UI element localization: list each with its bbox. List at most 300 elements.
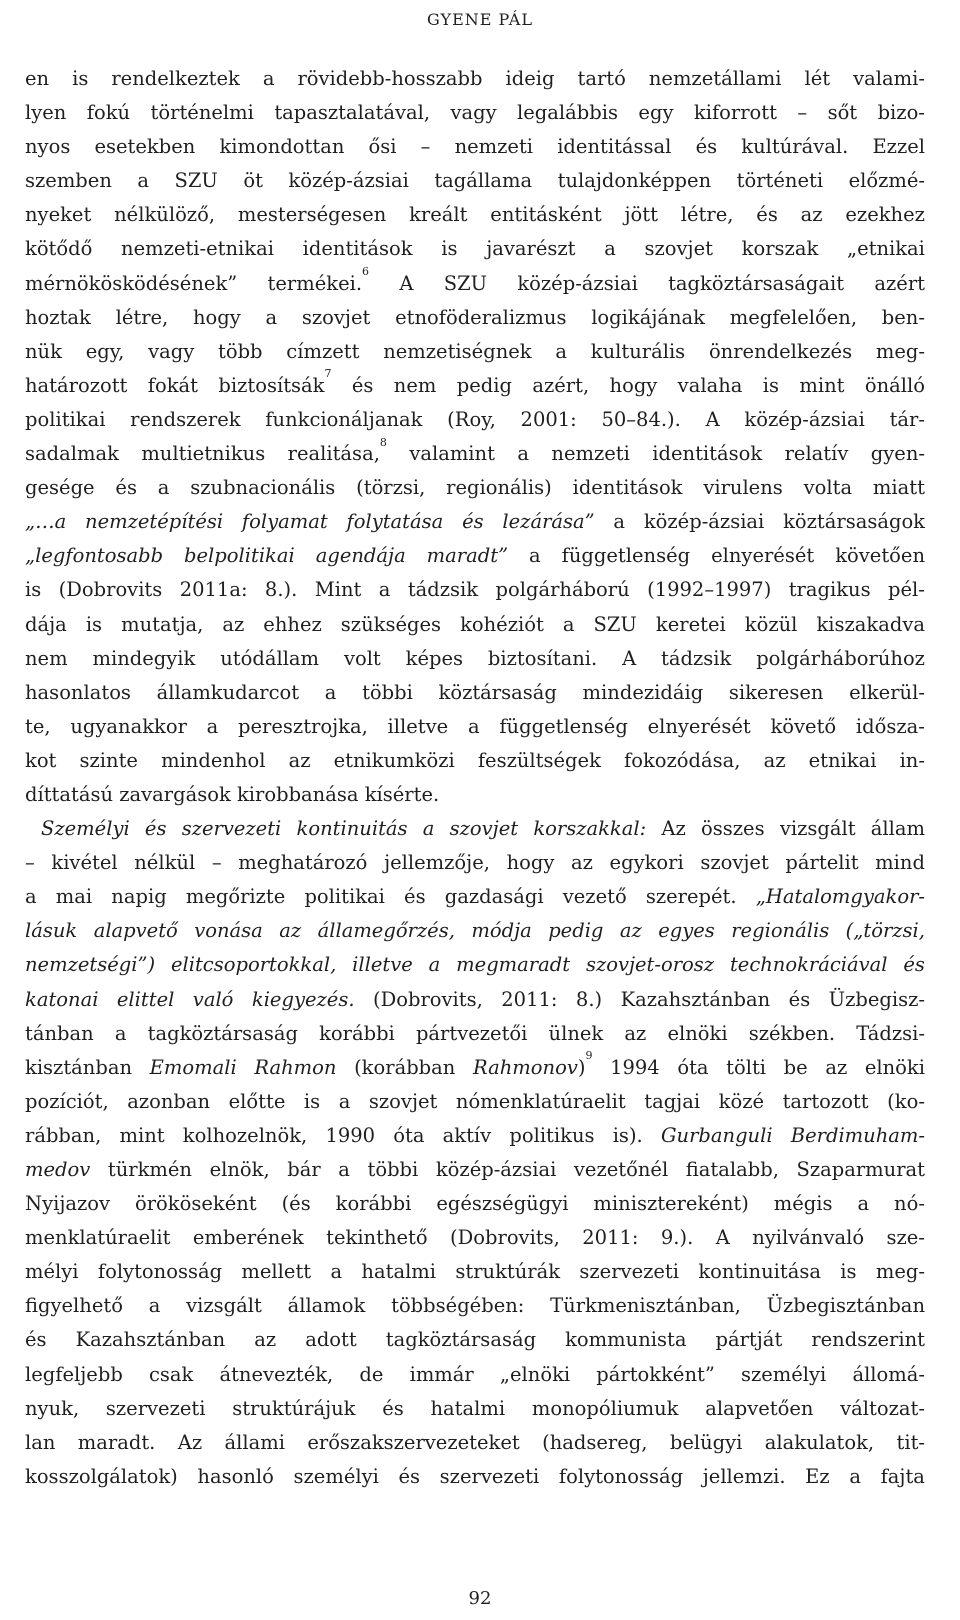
word: és (382, 1396, 404, 1420)
word: azonban (127, 1089, 211, 1113)
text-line (25, 198, 925, 232)
footnote-ref-8[interactable]: 8 (379, 435, 387, 449)
word: virulens (703, 476, 783, 500)
word: államegőrzés, (317, 919, 455, 943)
text-line (25, 62, 925, 96)
word: kreált (409, 203, 468, 227)
word: rendszerek (130, 407, 241, 431)
word: figyelhető (25, 1294, 123, 1318)
text-line (25, 573, 925, 607)
word: tapasztalatával, (274, 101, 431, 125)
word: kivétel (51, 851, 118, 875)
text-line (25, 1426, 925, 1460)
word: ehhez (263, 612, 322, 636)
text-segment (25, 1051, 925, 1085)
word: gesége (25, 476, 95, 500)
text-fragment: és nem pedig azért, hogy valaha is mint önálló (331, 373, 926, 397)
text-line (25, 1187, 925, 1221)
text-line (25, 267, 925, 301)
text-segment (25, 505, 925, 539)
word: A (715, 1226, 730, 1250)
word: egyes (658, 919, 715, 943)
word: Nyijazov (25, 1192, 111, 1216)
word: lásuk (25, 919, 78, 943)
word: (hadsereg, (542, 1430, 648, 1454)
italic-heading: Személyi és szervezeti kontinuitás a szovjet korszakkal: (41, 817, 647, 841)
text-fragment: (Dobrovits, 2011: 8.) Kazahsztánban és Üzbegisz- (354, 987, 925, 1011)
text-line (25, 1017, 925, 1051)
word: SZU (593, 612, 637, 636)
word: rendszerint (811, 1328, 925, 1352)
word: szervezeti (105, 1396, 206, 1420)
text-segment (25, 267, 925, 301)
word: hatalmi (361, 1260, 437, 1284)
word: maradt. (77, 1430, 156, 1454)
word: tekinthető (326, 1226, 428, 1250)
word: kot (25, 748, 57, 772)
word: szovjet-orosz (585, 953, 715, 977)
italic-quote: „Hatalomgyakor- (736, 885, 926, 909)
word: az (571, 851, 593, 875)
text-fragment: mérnökösködésének” termékei. (25, 271, 363, 295)
text-line (25, 948, 925, 982)
word: erőszakszervezeteket (307, 1430, 520, 1454)
word: nük (25, 339, 62, 363)
word: 2011: (582, 1226, 639, 1250)
word: (1992–1997) (647, 578, 772, 602)
text-fragment: türkmén elnök, bár a többi közép-ázsiai vezetőnél fiatalabb, Szaparmurat (90, 1158, 925, 1181)
body-text (25, 62, 925, 1494)
word: államok (287, 1294, 366, 1318)
text-fragment: kisztánban (25, 1055, 133, 1079)
text-fragment: valamint a nemzeti identitások relatív gyen- (386, 442, 925, 466)
word: tár- (889, 407, 925, 431)
text-line (25, 880, 925, 914)
text-fragment: 1994 óta tölti be az elnöki (592, 1055, 925, 1079)
text-line (25, 1051, 925, 1085)
word: jött (624, 203, 658, 227)
text-line (25, 403, 925, 437)
word: lét (804, 67, 831, 90)
word: vizsgált (186, 1294, 262, 1318)
word: – (25, 851, 35, 875)
word: miatt (872, 476, 925, 500)
word: szovjet (368, 1089, 438, 1113)
word: és (115, 476, 137, 500)
word: fokozódása, (624, 748, 741, 772)
word: köztársaság (438, 680, 557, 704)
text-fragment: (korábban (336, 1055, 473, 1079)
word: székben. (748, 1021, 836, 1045)
word: javarészt (486, 237, 576, 261)
word: SZU (174, 169, 218, 193)
word: utódállam (220, 646, 320, 670)
text-line (25, 164, 925, 198)
word: az (279, 919, 302, 943)
word: tagállama (434, 169, 533, 193)
word: öt (243, 169, 263, 193)
word: illetve (387, 714, 449, 738)
word: nemzetiségnek (383, 339, 532, 363)
word: kohéziót (460, 612, 544, 636)
word: peresztrojka, (238, 714, 368, 738)
footnote-ref-6[interactable]: 6 (362, 265, 370, 279)
word: Az (177, 1430, 203, 1454)
word: elkerül- (849, 680, 925, 704)
word: – (420, 135, 431, 159)
word: nemzeti (454, 135, 534, 159)
word: – (211, 851, 222, 875)
word: a (157, 476, 170, 500)
word: adott (305, 1328, 357, 1352)
text-segment (25, 983, 925, 1017)
word: alakulatok, (764, 1430, 875, 1454)
text-line (25, 539, 925, 573)
word: folytonosság (97, 1260, 223, 1284)
word: (ko- (887, 1089, 925, 1113)
word: örököseként (134, 1192, 257, 1216)
text-line (25, 710, 925, 744)
word: en (25, 67, 50, 90)
word: a (555, 339, 567, 363)
word: közép-ázsiai (288, 169, 409, 193)
word: szovjet (700, 851, 769, 875)
text-fragment: rábban, mint kolhozelnök, 1990 óta aktív politikus is). (25, 1123, 643, 1147)
word: (Dobrovits, (450, 1226, 560, 1250)
word: címzett (286, 339, 360, 363)
word: (Dobrovits (58, 578, 163, 602)
word: pártvezetői (415, 1021, 528, 1045)
word: 2011a: (179, 578, 248, 602)
word: biztosítani. (487, 646, 598, 670)
running-head: GYENE PÁL (427, 10, 533, 29)
text-segment (25, 1153, 925, 1187)
word: nélkülöző, (114, 203, 216, 227)
text-segment (25, 369, 925, 403)
word: nyos (25, 135, 71, 159)
word: a (265, 305, 278, 329)
word: „elnöki (499, 1362, 571, 1386)
word: nélkül (134, 851, 196, 875)
word: pártokként” (596, 1362, 715, 1386)
word: módja (471, 919, 532, 943)
word: mellett (241, 1260, 312, 1284)
word: szervezeti (579, 1260, 679, 1284)
word: létre, (680, 203, 734, 227)
text-segment (25, 539, 925, 573)
word: rendelkeztek (111, 67, 240, 90)
word: menklatúraelit (25, 1226, 171, 1250)
word: is (85, 612, 103, 636)
word: hasonlatos (25, 680, 131, 704)
word: tagköztársaság (147, 1021, 298, 1045)
word: is (72, 67, 89, 90)
word: állomá- (852, 1362, 925, 1386)
word: hasonló (197, 1464, 274, 1488)
word: 50–84.). (601, 407, 681, 431)
word: az (619, 919, 642, 943)
word: ősi (368, 135, 397, 159)
word: a (467, 714, 480, 738)
text-line (25, 471, 925, 505)
word: tádzsik (407, 578, 479, 602)
word: a (114, 1021, 127, 1045)
word: szemben (25, 169, 112, 193)
word: alapvető (93, 919, 178, 943)
text-line (25, 1153, 925, 1187)
word: bizo- (877, 101, 925, 125)
text-line (25, 983, 925, 1017)
word: sze- (886, 1226, 925, 1250)
word: mégis (773, 1192, 833, 1216)
word: nyeket (25, 203, 92, 227)
text-line (25, 96, 925, 130)
word: ben- (881, 305, 925, 329)
word: nó- (894, 1192, 925, 1216)
word: – (797, 101, 808, 125)
italic-name: Gurbanguli Berdimuham- (642, 1123, 925, 1147)
word: „etnikai (846, 237, 925, 261)
word: nem (25, 646, 68, 670)
word: hatalmi (430, 1396, 506, 1420)
word: szervezeti (439, 1464, 540, 1488)
word: meg- (875, 339, 925, 363)
word: tulajdonképpen (557, 169, 712, 193)
word: jellemzi. (702, 1464, 786, 1488)
word: kosszolgálatok) (25, 1464, 178, 1488)
word: megmaradt (456, 953, 571, 977)
italic-name: Emomali Rahmon (132, 1055, 337, 1079)
word: korábbi (319, 1021, 395, 1045)
word: (Roy, (447, 407, 496, 431)
text-line (25, 1255, 925, 1289)
word: 2001: (520, 407, 577, 431)
word: 8.). (264, 578, 298, 602)
word: többségében: (391, 1294, 525, 1318)
word: in- (899, 748, 925, 772)
word: kontinuitása (698, 1260, 821, 1284)
text-line (25, 1289, 925, 1323)
word: regionális) (446, 476, 552, 500)
word: önrendelkezés (708, 339, 853, 363)
text-line (25, 1085, 925, 1119)
word: fokú (86, 101, 131, 125)
text-line (25, 437, 925, 471)
word: kulturális (590, 339, 686, 363)
word: minisztereként) (593, 1192, 749, 1216)
italic-name: medov (25, 1158, 91, 1181)
word: funkcionáljanak (265, 407, 423, 431)
text-line (25, 642, 925, 676)
word: nemzetállami (648, 67, 782, 90)
word: is (441, 237, 458, 261)
word: ideig (505, 67, 555, 90)
word: etnikai (808, 748, 877, 772)
word: személyi (293, 1464, 379, 1488)
word: pártelit (785, 851, 859, 875)
text-line (25, 744, 925, 778)
word: mindezidáig (582, 680, 704, 704)
word: kultúrával. (741, 135, 849, 159)
word: pozíciót, (25, 1089, 109, 1113)
word: képes (405, 646, 464, 670)
word: identitással (557, 135, 672, 159)
word: többi (362, 680, 413, 704)
word: kommunista (565, 1328, 687, 1352)
word: illetve (352, 953, 413, 977)
text-line (25, 130, 925, 164)
word: a (428, 953, 441, 977)
word: polgárháború (495, 578, 630, 602)
word: te, (25, 714, 51, 738)
word: sikeresen (728, 680, 824, 704)
word: pél- (888, 578, 925, 602)
word: és (695, 135, 718, 159)
word: szinte (79, 748, 138, 772)
text-segment (41, 812, 925, 846)
text-fragment: sadalmak multietnikus realitása, (25, 442, 380, 466)
footnote-ref-9[interactable]: 9 (585, 1049, 593, 1063)
word: és (903, 953, 925, 977)
word: csak (148, 1362, 194, 1386)
word: (és (281, 1192, 311, 1216)
word: volta (803, 476, 853, 500)
italic-quote: katonai elittel való kiegyezés. (25, 987, 355, 1011)
word: legalábbis (517, 101, 618, 125)
word: kiszakadva (816, 612, 925, 636)
word: 9.). (660, 1226, 694, 1250)
word: ezekhez (845, 203, 925, 227)
word: a (562, 612, 575, 636)
word: vagy (148, 339, 195, 363)
word: mélyi (25, 1260, 79, 1284)
word: előzmé- (848, 169, 925, 193)
word: struktúrájuk (232, 1396, 356, 1420)
text-line (25, 608, 925, 642)
word: az (624, 1021, 647, 1045)
word: identitások (302, 237, 413, 261)
word: korábbi (335, 1192, 412, 1216)
word: idősza- (855, 714, 925, 738)
word: entitásként (490, 203, 602, 227)
word: valami- (853, 67, 925, 90)
word: tit- (896, 1430, 925, 1454)
word: nyilvánvaló (752, 1226, 865, 1250)
word: mind (875, 851, 925, 875)
word: történelmi (150, 101, 254, 125)
word: közé (718, 1089, 765, 1113)
word: meg- (875, 1260, 925, 1284)
word: egészségügyi (436, 1192, 569, 1216)
word: („törzsi, (845, 919, 925, 943)
word: egy (638, 101, 674, 125)
word: alapvetően (705, 1396, 814, 1420)
word: elnyerését (647, 714, 751, 738)
word: előtte (228, 1089, 286, 1113)
word: de (359, 1362, 384, 1386)
text-line (25, 914, 925, 948)
word: tartó (577, 67, 626, 90)
word: esetekben (94, 135, 196, 159)
word: folytonosság (558, 1464, 684, 1488)
word: is (840, 1260, 857, 1284)
word: politikai (25, 407, 106, 431)
footnote-ref-7[interactable]: 7 (324, 367, 332, 381)
word: mindegyik (92, 646, 196, 670)
word: a (338, 1089, 351, 1113)
text-fragment: a közép-ázsiai köztársaságok (594, 510, 926, 534)
word: nemzetségi”) (25, 953, 156, 977)
word: a (849, 1464, 861, 1488)
word: technokráciával (729, 953, 888, 977)
word: ülnek (548, 1021, 604, 1045)
text-line (25, 1460, 925, 1494)
word: a (137, 169, 150, 193)
word: létre, (115, 305, 169, 329)
text-line (25, 1358, 925, 1392)
text-segment (25, 437, 925, 471)
text-line (25, 232, 925, 266)
word: az (763, 748, 786, 772)
word: a (262, 67, 275, 90)
word: lyen (25, 101, 67, 125)
word: az (288, 748, 311, 772)
word: etnoföderalizmus (395, 305, 567, 329)
word: változat- (840, 1396, 925, 1420)
text-fragment: A SZU közép-ázsiai tagköztársaságait azért (369, 271, 925, 295)
word: a (857, 1192, 870, 1216)
word: az (800, 203, 823, 227)
word: mindenhol (161, 748, 266, 772)
word: hogy (506, 851, 555, 875)
word: nómenklatúraelit (455, 1089, 626, 1113)
word: kiforrott (693, 101, 777, 125)
word: tádzsik (661, 646, 732, 670)
word: hoztak (25, 305, 91, 329)
text-fragment: ) (577, 1055, 586, 1079)
word: a (324, 680, 337, 704)
word: Ezzel (872, 135, 925, 159)
text-line (25, 301, 925, 335)
word: szubnacionális (190, 476, 336, 500)
text-fragment: a függetlenség elnyerését követően (508, 544, 925, 568)
word: és (398, 1464, 421, 1488)
word: tánban (25, 1021, 94, 1045)
word: kimondottan (219, 135, 345, 159)
word: nemzeti-etnikai (121, 237, 274, 261)
word: személyi (740, 1362, 827, 1386)
word: megfelelően, (729, 305, 858, 329)
word: tagköztársaság (385, 1328, 537, 1352)
word: pártját (715, 1328, 783, 1352)
word: Mint (314, 578, 362, 602)
word: egy, (85, 339, 125, 363)
word: is (25, 578, 42, 602)
word: korszak (741, 237, 819, 261)
text-line: díttatású zavargások kirobbanása kísérte. (25, 782, 440, 806)
word: függetlenség (499, 714, 628, 738)
word: A (705, 407, 720, 431)
word: keretei (655, 612, 726, 636)
word: is (303, 1089, 321, 1113)
text-line (25, 1119, 925, 1153)
word: struktúrák (455, 1260, 561, 1284)
text-fragment: határozott fokát biztosítsák (25, 373, 325, 397)
italic-quote: „legfontosabb belpolitikai agendája maradt” (25, 544, 509, 568)
word: az (254, 1328, 277, 1352)
word: ugyanakkor (70, 714, 187, 738)
word: közép-ázsiai (744, 407, 865, 431)
